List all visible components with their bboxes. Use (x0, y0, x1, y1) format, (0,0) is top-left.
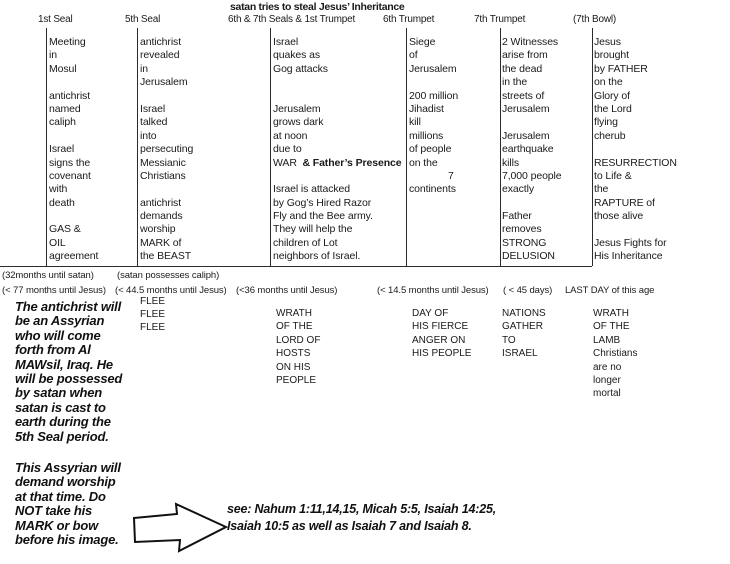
text-line: Gog attacks (273, 62, 328, 75)
wrath-of-lord-block (276, 308, 320, 388)
text-line: ON HIS (276, 361, 311, 373)
text-line: with (49, 183, 68, 196)
table-bottom-border (0, 266, 592, 267)
text-line-bold-segment: & Father’s Presence (302, 156, 402, 169)
text-line: TO (502, 334, 516, 346)
text-line: be an Assyrian (15, 313, 105, 329)
timeline-note-44-months: (< 44.5 months until Jesus) (115, 285, 227, 296)
text-line: GAS & (49, 223, 81, 236)
text-line: FLEE (140, 322, 166, 333)
text-line: STRONG (502, 236, 547, 249)
text-line: HOSTS (276, 348, 311, 360)
text-line: at noon (273, 129, 308, 142)
text-line: Jerusalem (502, 129, 550, 142)
text-line: Israel (49, 143, 75, 156)
column-events-5th-seal (140, 36, 268, 264)
assyrian-note-paragraph-2 (15, 460, 121, 546)
text-line (594, 223, 728, 236)
text-line: worship (140, 223, 176, 236)
column-divider-line (137, 28, 138, 266)
text-line: in (140, 62, 148, 75)
column-header-5th-seal: 5th Seal (125, 14, 161, 25)
text-line: revealed (140, 49, 180, 62)
text-line: PEOPLE (276, 374, 317, 386)
text-line: HIS FIERCE (412, 321, 469, 333)
text-line: HIS PEOPLE (412, 348, 472, 360)
text-line: covenant (49, 169, 91, 182)
text-line: removes (502, 223, 542, 236)
text-line: OIL (49, 236, 66, 249)
text-line (502, 197, 590, 210)
text-line: Christians (593, 348, 638, 360)
text-line: mortal (593, 388, 621, 400)
text-line: Fly and the Bee army. (273, 210, 373, 223)
text-line (140, 90, 268, 103)
text-line: death (49, 196, 75, 209)
column-divider-line (46, 28, 47, 266)
text-line: longer (593, 374, 621, 386)
text-line: on the (409, 156, 438, 169)
text-line: children of Lot (273, 236, 338, 249)
text-line (409, 170, 498, 183)
text-line: neighbors of Israel. (273, 250, 361, 263)
text-line: named (49, 102, 81, 115)
text-line: RESURRECTION (594, 156, 677, 169)
text-line: 2 Witnesses (502, 36, 559, 48)
text-line: Glory of (594, 89, 630, 102)
text-line (273, 76, 404, 89)
column-header-6th-7th-seals: 6th & 7th Seals & 1st Trumpet (228, 14, 356, 25)
column-divider-line (406, 28, 407, 266)
text-line: at that time. Do (15, 488, 106, 504)
column-events-6th-trumpet (409, 36, 498, 197)
text-line (594, 143, 728, 156)
text-line: Mosul (49, 62, 77, 75)
text-line: who will come (15, 327, 101, 343)
text-line: demands (140, 210, 183, 223)
text-line: GATHER (502, 321, 543, 333)
text-line: ANGER ON (412, 334, 466, 346)
text-line: antichrist (140, 196, 182, 209)
timeline-note-14-months: (< 14.5 months until Jesus) (377, 285, 489, 296)
text-line: are no (593, 361, 622, 373)
text-line: kill (409, 116, 421, 129)
text-line (140, 183, 268, 196)
text-line: of (409, 49, 418, 62)
text-line (409, 76, 498, 89)
text-line: by Gog’s Hired Razor (273, 196, 372, 209)
text-line: agreement (49, 250, 99, 263)
text-line: NOT take his (15, 503, 93, 519)
text-line: ISRAEL (502, 348, 538, 360)
text-line: flying (594, 116, 618, 129)
text-line: exactly (502, 183, 534, 196)
text-line: The antichrist will (15, 299, 121, 314)
text-line: Jerusalem (140, 76, 188, 89)
text-line: antichrist (49, 89, 91, 102)
text-line: will be possessed (15, 370, 123, 386)
text-line: MARK of (140, 236, 182, 249)
text-line (273, 90, 404, 103)
text-line: by satan when (15, 385, 102, 401)
text-line: Messianic (140, 156, 186, 169)
column-events-1st-seal (49, 36, 135, 264)
text-line: LORD OF (276, 334, 321, 346)
column-events-7th-trumpet (502, 36, 590, 264)
text-line: kills (502, 156, 519, 169)
text-line: talked (140, 116, 168, 129)
nations-gather-block (502, 308, 546, 362)
text-line: before his image. (15, 531, 119, 547)
timeline-note-36-months: (<36 months until Jesus) (236, 285, 338, 296)
timeline-note-satan-possesses-caliph: (satan possesses caliph) (117, 270, 220, 281)
text-line: into (140, 129, 157, 142)
assyrian-note-paragraph-1 (15, 299, 122, 443)
text-line: quakes as (273, 49, 320, 62)
column-divider-line (270, 28, 271, 266)
text-line (49, 76, 135, 89)
text-line: streets of (502, 89, 545, 102)
text-line: NATIONS (502, 308, 546, 319)
text-line: Israel (273, 36, 299, 48)
text-line: arise from (502, 49, 548, 62)
text-line: forth from Al (15, 342, 91, 358)
text-line (502, 116, 590, 129)
text-line: persecuting (140, 143, 194, 156)
wrath-of-lamb-block (593, 308, 637, 402)
text-line: They will help the (273, 223, 353, 236)
text-line: Meeting (49, 36, 86, 48)
timeline-note-77-months: (< 77 months until Jesus) (2, 285, 106, 296)
column-events-7th-bowl (594, 36, 728, 264)
text-line: MAWsil, Iraq. He (15, 356, 113, 372)
text-line-segment: 7 (448, 169, 454, 182)
text-line: Father (502, 210, 532, 223)
text-line: by FATHER (594, 62, 648, 75)
day-of-anger-block (412, 308, 471, 362)
text-line: due to (273, 143, 302, 156)
timeline-note-last-day: LAST DAY of this age (565, 285, 655, 296)
column-header-7th-trumpet: 7th Trumpet (474, 14, 526, 25)
text-line: FLEE (140, 296, 166, 307)
text-line: to Life & (594, 169, 632, 182)
text-line: Jerusalem (502, 102, 550, 115)
text-line-segment: WAR (273, 156, 303, 169)
text-line: Isaiah 10:5 as well as Isaiah 7 and Isaiah 8. (227, 518, 472, 533)
text-line: in the (502, 76, 528, 89)
text-line: LAMB (593, 334, 621, 346)
text-line: DELUSION (502, 250, 555, 263)
text-line: the Lord (594, 102, 632, 115)
text-line: brought (594, 49, 629, 62)
timeline-note-months-until-satan: (32months until satan) (2, 270, 94, 281)
text-line: the dead (502, 62, 543, 75)
text-line (273, 170, 404, 183)
text-line: Israel (140, 102, 166, 115)
text-line: OF THE (276, 321, 313, 333)
column-divider-line (500, 28, 501, 266)
text-line: millions (409, 129, 444, 142)
right-arrow-icon (130, 501, 230, 553)
text-line: 7,000 people (502, 169, 562, 182)
text-line: Jihadist (409, 102, 444, 115)
column-header-1st-seal: 1st Seal (38, 14, 73, 25)
column-divider-line (592, 28, 593, 266)
text-line: cherub (594, 129, 626, 142)
text-line: earthquake (502, 143, 554, 156)
text-line: see: Nahum 1:11,14,15, Micah 5:5, Isaiah 14:25, (227, 502, 496, 516)
text-line: grows dark (273, 116, 324, 129)
text-line: Jesus Fights for (594, 236, 667, 249)
text-line: those alive (594, 210, 644, 223)
text-line: on the (594, 76, 623, 89)
text-line: OF THE (593, 321, 630, 333)
text-line (49, 210, 135, 223)
text-line: in (49, 49, 57, 62)
scripture-reference-note (227, 502, 496, 535)
text-line: 200 million (409, 89, 459, 102)
text-line (49, 130, 135, 143)
text-line: the BEAST (140, 250, 192, 263)
text-line: the (594, 183, 609, 196)
text-line: Christians (140, 169, 186, 182)
text-line: FLEE (140, 309, 166, 320)
timeline-note-45-days: ( < 45 days) (503, 285, 553, 296)
text-line: antichrist (140, 36, 182, 48)
text-line: satan is cast to (15, 399, 106, 415)
column-header-7th-bowl: (7th Bowl) (573, 14, 617, 25)
text-line: 5th Seal period. (15, 428, 109, 444)
text-line (273, 157, 404, 170)
text-line: earth during the (15, 414, 111, 430)
column-events-6th-7th-seals (273, 36, 404, 264)
text-line: MARK or bow (15, 517, 99, 533)
text-line: Jesus (594, 36, 621, 48)
text-line: Jerusalem (273, 102, 321, 115)
text-line: Israel is attacked (273, 183, 350, 196)
column-header-6th-trumpet: 6th Trumpet (383, 14, 435, 25)
text-line: of people (409, 143, 452, 156)
chart-title: satan tries to steal Jesus’ Inheritance (230, 1, 405, 13)
text-line: Siege (409, 36, 436, 48)
text-line: Jerusalem (409, 62, 457, 75)
text-line: caliph (49, 116, 76, 129)
text-line: WRATH (593, 308, 629, 319)
text-line: WRATH (276, 308, 312, 319)
text-line: This Assyrian will (15, 460, 121, 475)
text-line: demand worship (15, 474, 116, 490)
text-line: His Inheritance (594, 250, 663, 263)
text-line: continents (409, 183, 456, 196)
text-line: DAY OF (412, 308, 449, 319)
text-line: signs the (49, 156, 91, 169)
flee-warnings (140, 296, 165, 335)
text-line: RAPTURE of (594, 196, 655, 209)
